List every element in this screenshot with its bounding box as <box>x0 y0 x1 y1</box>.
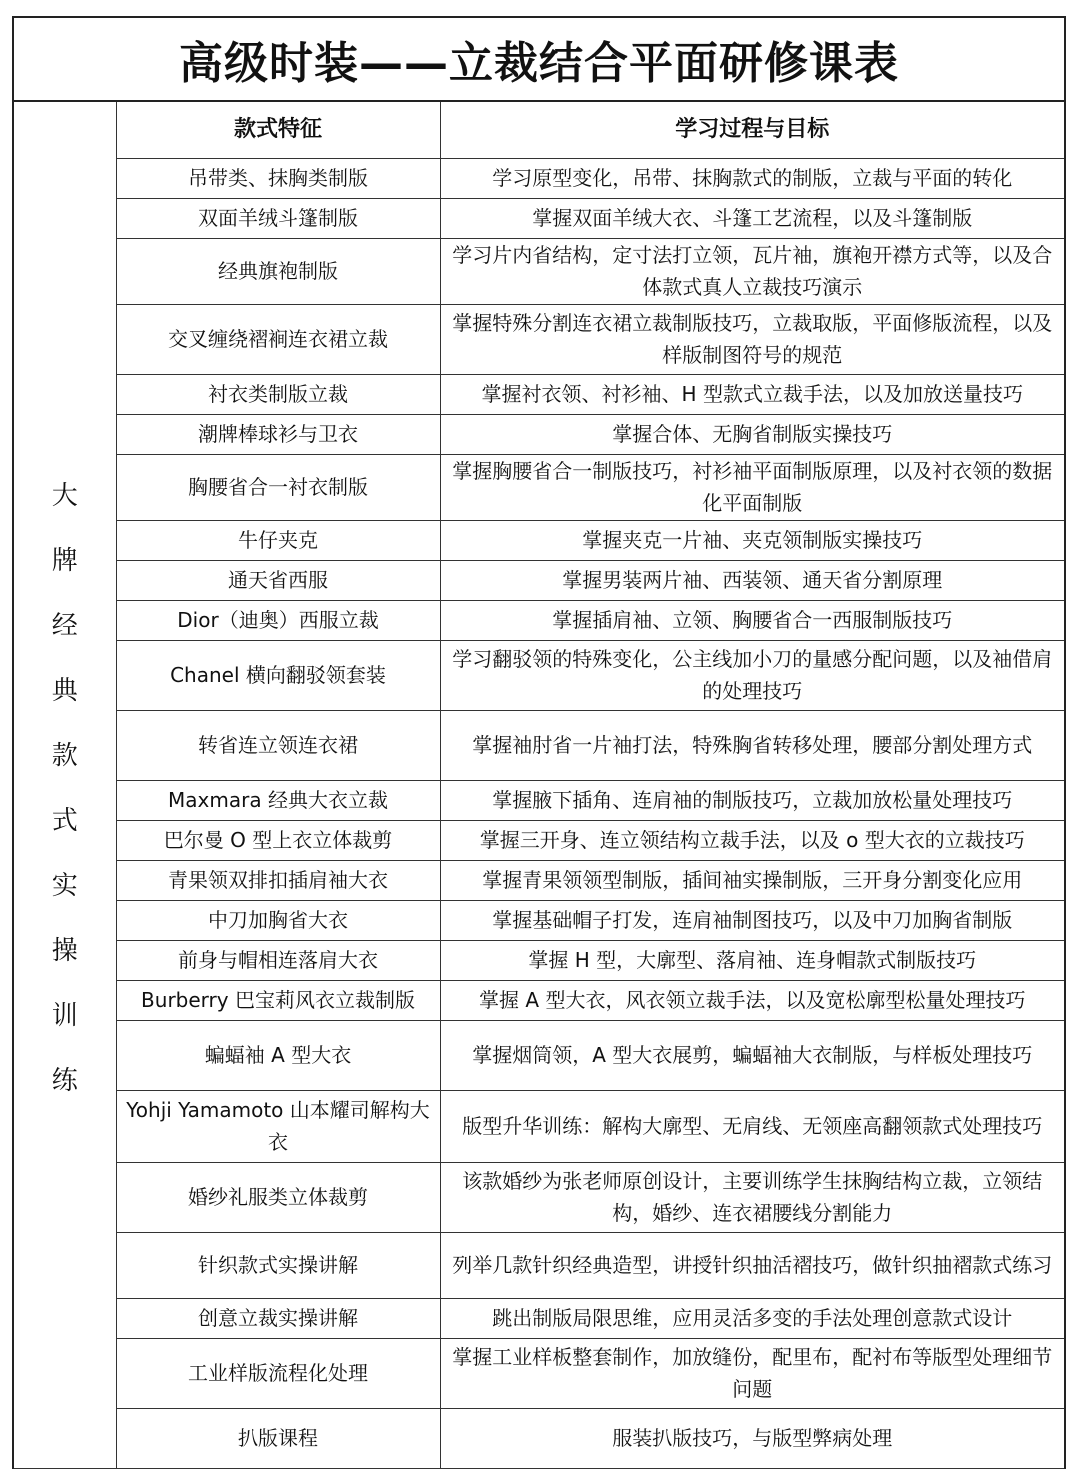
feature-cell: Chanel 横向翻驳领套装 <box>116 640 440 710</box>
goal-cell: 掌握烟筒领，A 型大衣展剪，蝙蝠袖大衣制版，与样板处理技巧 <box>440 1020 1064 1090</box>
goal-cell: 掌握男装两片袖、西装领、通天省分割原理 <box>440 560 1064 600</box>
table-row <box>14 860 1064 900</box>
goal-cell: 掌握插肩袖、立领、胸腰省合一西服制版技巧 <box>440 600 1064 640</box>
table-row <box>14 158 1064 198</box>
goal-cell: 服装扒版技巧，与版型弊病处理 <box>440 1408 1064 1468</box>
table-row <box>14 900 1064 940</box>
feature-cell: 交叉缠绕褶裥连衣裙立裁 <box>116 304 440 374</box>
header-row <box>14 102 1064 158</box>
feature-cell: Dior（迪奥）西服立裁 <box>116 600 440 640</box>
section-label-char: 式 <box>51 806 78 836</box>
goal-cell: 掌握袖肘省一片袖打法，特殊胸省转移处理，腰部分割处理方式 <box>440 710 1064 780</box>
goal-cell: 掌握三开身、连立领结构立裁手法，以及 o 型大衣的立裁技巧 <box>440 820 1064 860</box>
table-row <box>14 1298 1064 1338</box>
table-row <box>14 1020 1064 1090</box>
feature-cell: 前身与帽相连落肩大衣 <box>116 940 440 980</box>
table-row <box>14 1338 1064 1408</box>
goal-cell: 跳出制版局限思维，应用灵活多变的手法处理创意款式设计 <box>440 1298 1064 1338</box>
goal-cell: 掌握特殊分割连衣裙立裁制版技巧，立裁取版，平面修版流程，以及样版制图符号的规范 <box>440 304 1064 374</box>
feature-cell: 经典旗袍制版 <box>116 238 440 304</box>
table-row <box>14 198 1064 238</box>
goal-cell: 掌握青果领领型制版，插间袖实操制版，三开身分割变化应用 <box>440 860 1064 900</box>
section-label-char: 典 <box>51 676 78 706</box>
table-row <box>14 454 1064 520</box>
schedule-table <box>14 102 1064 1469</box>
feature-cell: 衬衣类制版立裁 <box>116 374 440 414</box>
feature-cell: Yohji Yamamoto 山本耀司解构大衣 <box>116 1090 440 1162</box>
feature-cell: 双面羊绒斗篷制版 <box>116 198 440 238</box>
goal-cell: 掌握合体、无胸省制版实操技巧 <box>440 414 1064 454</box>
table-row <box>14 710 1064 780</box>
goal-cell: 掌握基础帽子打发，连肩袖制图技巧，以及中刀加胸省制版 <box>440 900 1064 940</box>
goal-cell: 该款婚纱为张老师原创设计，主要训练学生抹胸结构立裁，立领结构，婚纱、连衣裙腰线分割能力 <box>440 1162 1064 1232</box>
section-label-char: 牌 <box>51 546 78 576</box>
section-label-char: 大 <box>51 481 78 511</box>
course-schedule-sheet <box>12 16 1066 1469</box>
goal-cell: 掌握 H 型，大廓型、落肩袖、连身帽款式制版技巧 <box>440 940 1064 980</box>
feature-cell: 青果领双排扣插肩袖大衣 <box>116 860 440 900</box>
table-row <box>14 600 1064 640</box>
table-row <box>14 780 1064 820</box>
feature-cell: 婚纱礼服类立体裁剪 <box>116 1162 440 1232</box>
feature-cell: Maxmara 经典大衣立裁 <box>116 780 440 820</box>
feature-cell: 创意立裁实操讲解 <box>116 1298 440 1338</box>
feature-cell: 胸腰省合一衬衣制版 <box>116 454 440 520</box>
table-row <box>14 414 1064 454</box>
feature-cell: 中刀加胸省大衣 <box>116 900 440 940</box>
table-row <box>14 820 1064 860</box>
feature-cell: 潮牌棒球衫与卫衣 <box>116 414 440 454</box>
section-label-char: 练 <box>51 1066 78 1096</box>
table-row <box>14 940 1064 980</box>
table-row <box>14 980 1064 1020</box>
table-row <box>14 1162 1064 1232</box>
section-label-char: 操 <box>51 936 78 966</box>
goal-cell: 掌握夹克一片袖、夹克领制版实操技巧 <box>440 520 1064 560</box>
goal-cell: 学习片内省结构，定寸法打立领，瓦片袖，旗袍开襟方式等，以及合体款式真人立裁技巧演示 <box>440 238 1064 304</box>
table-row <box>14 238 1064 304</box>
goal-cell: 版型升华训练：解构大廓型、无肩线、无领座高翻领款式处理技巧 <box>440 1090 1064 1162</box>
feature-cell: 转省连立领连衣裙 <box>116 710 440 780</box>
goal-cell: 掌握 A 型大衣，风衣领立裁手法，以及宽松廓型松量处理技巧 <box>440 980 1064 1020</box>
feature-cell: 蝙蝠袖 A 型大衣 <box>116 1020 440 1090</box>
schedule-body <box>14 102 1064 1468</box>
table-row <box>14 1090 1064 1162</box>
section-label-char: 训 <box>51 1001 78 1031</box>
table-row <box>14 520 1064 560</box>
page-title: 高级时装——立裁结合平面研修课表 <box>14 18 1064 102</box>
feature-header: 款式特征 <box>116 102 440 158</box>
goal-cell: 学习原型变化，吊带、抹胸款式的制版，立裁与平面的转化 <box>440 158 1064 198</box>
feature-cell: 巴尔曼 O 型上衣立体裁剪 <box>116 820 440 860</box>
feature-cell: 牛仔夹克 <box>116 520 440 560</box>
table-row <box>14 304 1064 374</box>
feature-cell: 吊带类、抹胸类制版 <box>116 158 440 198</box>
feature-cell: Burberry 巴宝莉风衣立裁制版 <box>116 980 440 1020</box>
section-label-char: 实 <box>51 871 78 901</box>
goal-cell: 掌握胸腰省合一制版技巧，衬衫袖平面制版原理，以及衬衣领的数据化平面制版 <box>440 454 1064 520</box>
table-row <box>14 640 1064 710</box>
table-row <box>14 1232 1064 1298</box>
goal-cell: 掌握工业样板整套制作，加放缝份，配里布，配衬布等版型处理细节问题 <box>440 1338 1064 1408</box>
goal-header: 学习过程与目标 <box>440 102 1064 158</box>
goal-cell: 掌握衬衣领、衬衫袖、H 型款式立裁手法，以及加放送量技巧 <box>440 374 1064 414</box>
feature-cell: 扒版课程 <box>116 1408 440 1468</box>
table-row <box>14 560 1064 600</box>
table-row <box>14 1408 1064 1468</box>
table-row <box>14 374 1064 414</box>
section-label-char: 款 <box>51 741 78 771</box>
feature-cell: 通天省西服 <box>116 560 440 600</box>
goal-cell: 掌握双面羊绒大衣、斗篷工艺流程，以及斗篷制版 <box>440 198 1064 238</box>
feature-cell: 针织款式实操讲解 <box>116 1232 440 1298</box>
section-label-char: 经 <box>51 611 78 641</box>
feature-cell: 工业样版流程化处理 <box>116 1338 440 1408</box>
goal-cell: 列举几款针织经典造型，讲授针织抽活褶技巧，做针织抽褶款式练习 <box>440 1232 1064 1298</box>
goal-cell: 学习翻驳领的特殊变化，公主线加小刀的量感分配问题，以及袖借肩的处理技巧 <box>440 640 1064 710</box>
goal-cell: 掌握腋下插角、连肩袖的制版技巧，立裁加放松量处理技巧 <box>440 780 1064 820</box>
section-label-cell <box>14 102 116 1468</box>
